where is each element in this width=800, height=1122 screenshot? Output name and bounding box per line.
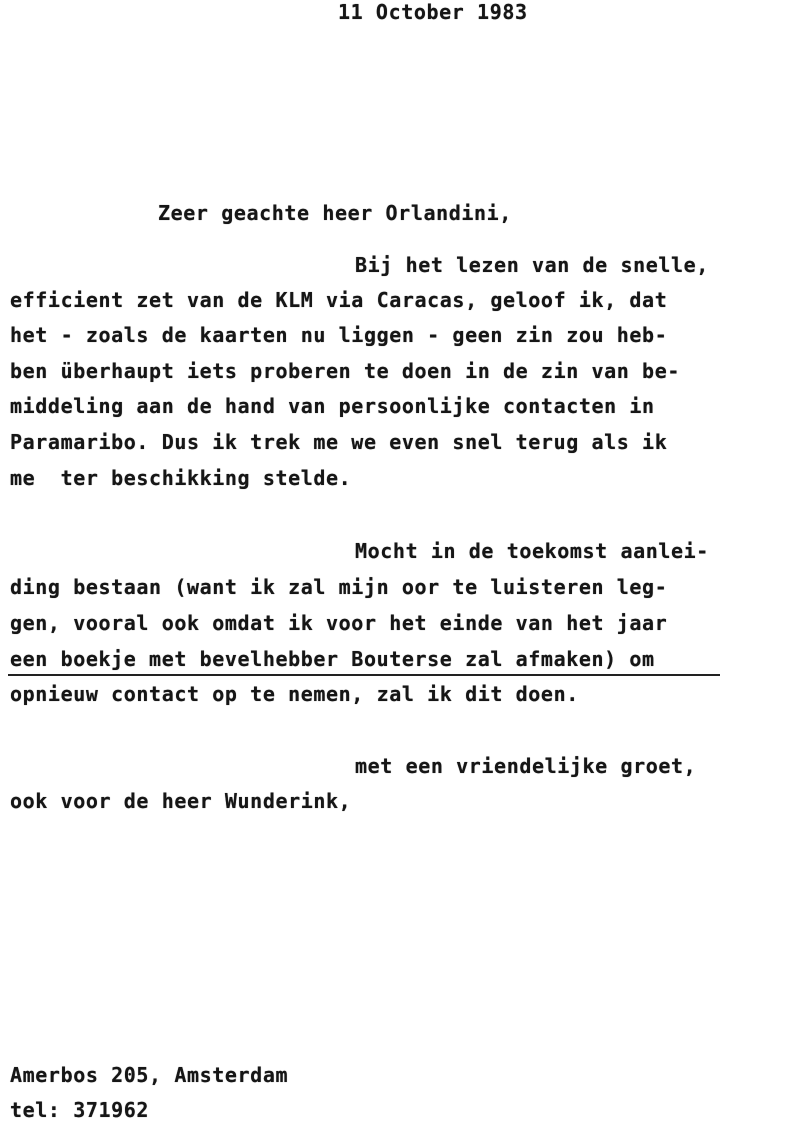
salutation: Zeer geachte heer Orlandini, — [158, 201, 512, 225]
closing-line-1: met een vriendelijke groet, — [355, 754, 697, 778]
paragraph-1-line-1: Bij het lezen van de snelle, — [355, 253, 709, 277]
paragraph-2-line-3: gen, vooral ook omdat ik voor het einde van het jaar — [10, 611, 668, 635]
paragraph-1-line-7: me ter beschikking stelde. — [10, 466, 352, 490]
closing-line-2: ook voor de heer Wunderink, — [10, 789, 352, 813]
paragraph-1-line-4: ben überhaupt iets proberen te doen in de zin van be- — [10, 359, 680, 383]
address-line-1: Amerbos 205, Amsterdam — [10, 1063, 289, 1087]
paragraph-2-line-4: een boekje met bevelhebber Bouterse zal afmaken) om — [10, 647, 655, 671]
paragraph-1-line-2: efficient zet van de KLM via Caracas, geloof ik, dat — [10, 288, 668, 312]
paragraph-2-line-1: Mocht in de toekomst aanlei- — [355, 539, 709, 563]
handwritten-underline — [8, 674, 720, 676]
address-line-2: tel: 371962 — [10, 1098, 150, 1122]
paragraph-1-line-6: Paramaribo. Dus ik trek me we even snel terug als ik — [10, 430, 668, 454]
paragraph-1-line-5: middeling aan de hand van persoonlijke contacten in — [10, 394, 655, 418]
paragraph-2-line-5: opnieuw contact op te nemen, zal ik dit doen. — [10, 682, 579, 706]
paragraph-2-line-2: ding bestaan (want ik zal mijn oor te luisteren leg- — [10, 575, 668, 599]
letter-date: 11 October 1983 — [338, 0, 528, 24]
paragraph-1-line-3: het - zoals de kaarten nu liggen - geen zin zou heb- — [10, 323, 668, 347]
